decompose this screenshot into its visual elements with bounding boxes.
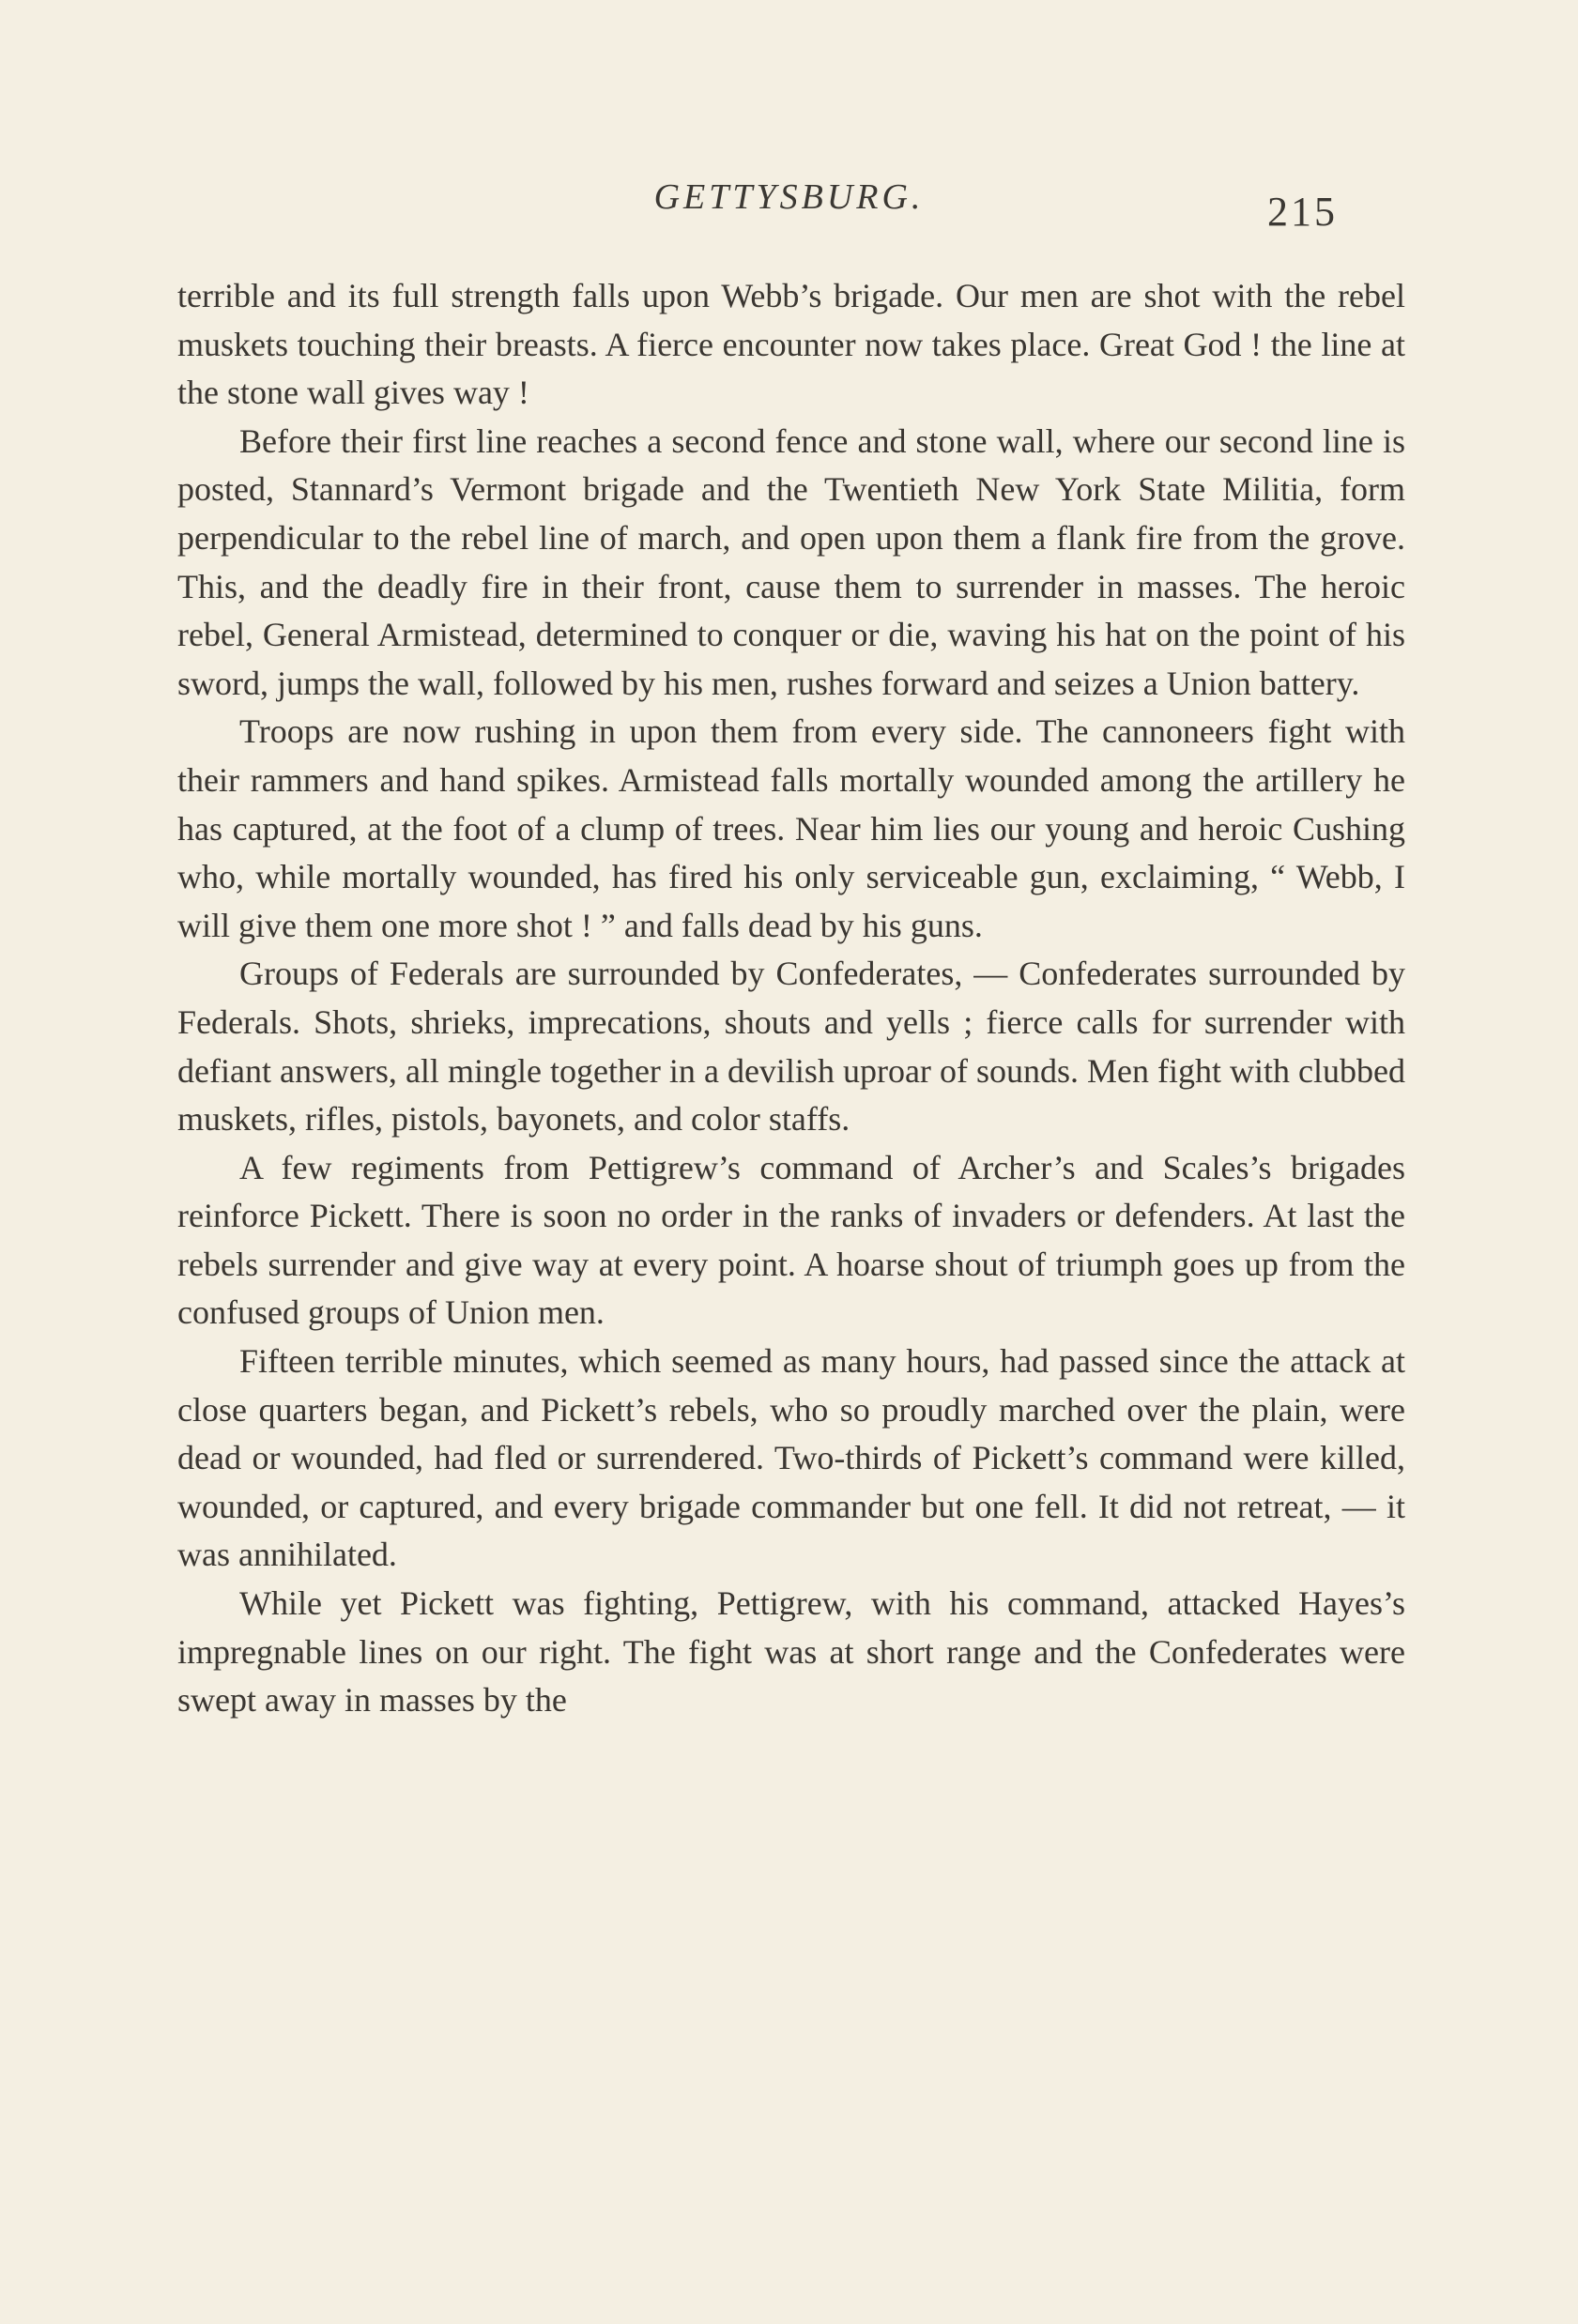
- paragraph: While yet Pickett was fighting, Pettigrew, with his command, attacked Hayes’s impregnable lines on our right. The fight was at short range and the Confederates were swept away in masses by the: [177, 1584, 1405, 1720]
- paragraph-continued: terrible and its full strength falls upon Webb’s brigade. Our men are shot with the rebel muskets touching their breasts. A fierce encounter now takes place. Great God ! the line at the stone wall gives way !: [177, 277, 1405, 412]
- paragraph: Fifteen terrible minutes, which seemed as many hours, had passed since the attack at close quarters began, and Pickett’s rebels, who so proudly marched over the plain, were dead or wounded, had fled or surrendered. Two-thirds of Pickett’s command were killed, wounded, or captured, and every brigade commander but one fell. It did not retreat, — it was annihilated.: [177, 1342, 1405, 1574]
- page-number: 215: [1267, 189, 1338, 235]
- paragraph: Before their first line reaches a second fence and stone wall, where our second line is posted, Stannard’s Vermont brigade and the Twentieth New York State Militia, form perpendicular to the rebel line of march, and open upon them a flank fire from the grove. This, and the deadly fire in their front, cause them to surrender in masses. The heroic rebel, General Armistead, determined to conquer or die, waving his hat on the point of his sword, jumps the wall, followed by his men, rushes forward and seizes a Union battery.: [177, 421, 1405, 702]
- body-text: [177, 272, 1405, 1725]
- paragraph: A few regiments from Pettigrew’s command of Archer’s and Scales’s brigades reinforce Pickett. There is soon no order in the ranks of invaders or defenders. At last the rebels surrender and give way at every point. A hoarse shout of triumph goes up from the confused groups of Union men.: [177, 1148, 1405, 1332]
- paragraph: Troops are now rushing in upon them from every side. The cannoneers fight with their rammers and hand spikes. Armistead falls mortally wounded among the artillery he has captured, at the foot of a clump of trees. Near him lies our young and heroic Cushing who, while mortally wounded, has fired his only serviceable gun, exclaiming, “ Webb, I will give them one more shot ! ” and falls dead by his guns.: [177, 712, 1405, 944]
- paragraph: Groups of Federals are surrounded by Confederates, — Confederates surrounded by Federals. Shots, shrieks, imprecations, shouts and yells ; fierce calls for surrender with defiant answers, all mingle together in a devilish uproar of sounds. Men fight with clubbed muskets, rifles, pistols, bayonets, and color staffs.: [177, 955, 1405, 1139]
- running-head-title: GETTYSBURG.: [653, 177, 925, 217]
